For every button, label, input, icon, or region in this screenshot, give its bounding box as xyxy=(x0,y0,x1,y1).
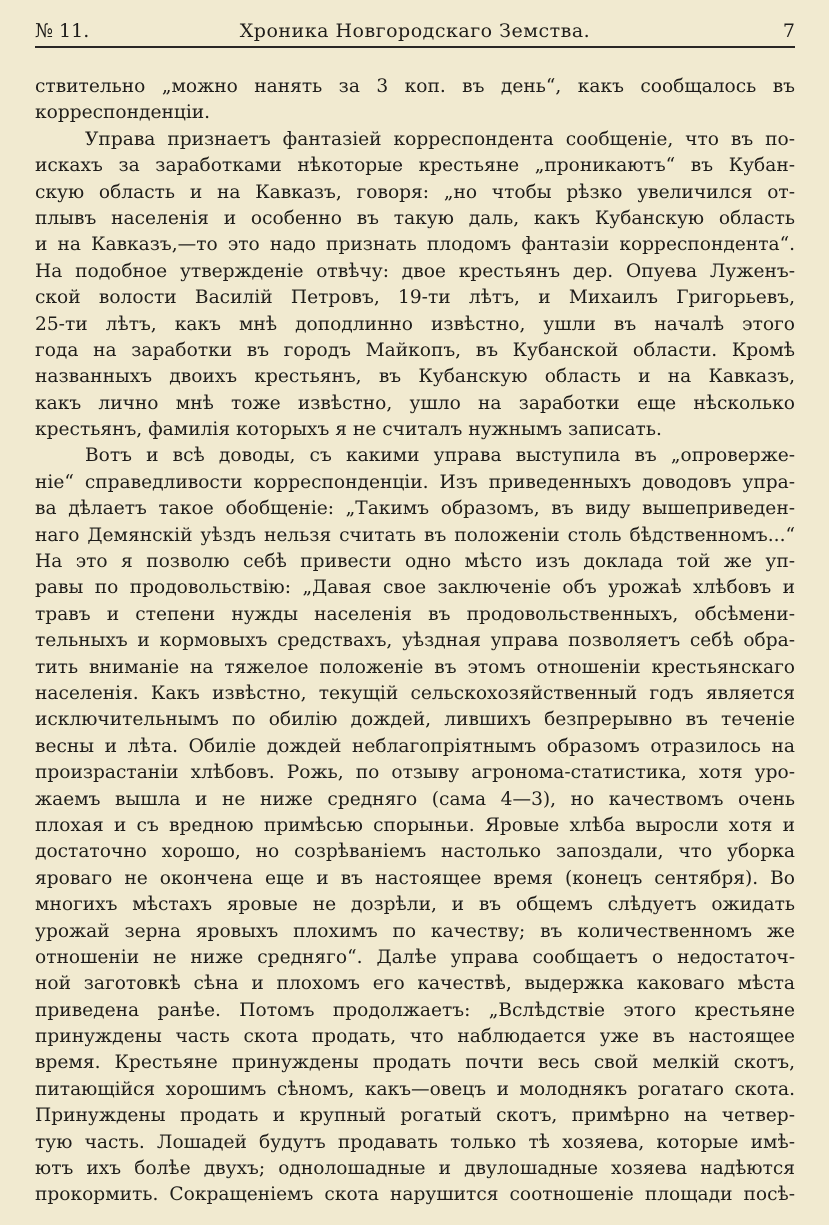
text-line: исключительнымъ по обилію дождей, лившихъ безпрерывно въ теченіе xyxy=(35,709,795,731)
text-line: скую область и на Кавказъ, говоря: „но чтобы рѣзко увеличился от- xyxy=(35,181,795,203)
text-line: ской волости Василій Петровъ, 19-ти лѣтъ, и Михаилъ Григорьевъ, xyxy=(35,287,795,309)
text-line: ніе“ справедливости корреспонденціи. Изъ приведенныхъ доводовъ упра- xyxy=(35,471,795,493)
text-line: крестьянъ, фамилія которыхъ я не считалъ нужнымъ записать. xyxy=(35,419,662,441)
text-line: 25-ти лѣтъ, какъ мнѣ доподлинно извѣстно, ушли въ началѣ этого xyxy=(35,313,795,335)
text-line: года на заработки въ городъ Майкопъ, въ Кубанской области. Кромѣ xyxy=(35,339,795,361)
text-line: время. Крестьяне принуждены продать почти весь свой мелкій скотъ, xyxy=(35,1052,795,1074)
text-line: ной заготовкѣ сѣна и плохомъ его качествѣ, выдержка каковаго мѣста xyxy=(35,973,795,995)
text-line: ва дѣлаетъ такое обобщеніе: „Такимъ образомъ, въ виду вышеприведен- xyxy=(35,498,795,520)
text-line: наго Демянскій уѣздъ нельзя считать въ положеніи столь бѣдственномъ...“ xyxy=(35,524,795,546)
text-line: и на Кавказъ,—то это надо признать плодомъ фантазіи корреспондента“. xyxy=(35,234,795,256)
text-line: названныхъ двоихъ крестьянъ, въ Кубанскую область и на Кавказъ, xyxy=(35,366,795,388)
text-line: Управа признаетъ фантазіей корреспондента сообщеніе, что въ по- xyxy=(85,128,795,150)
text-line: тить вниманіе на тяжелое положеніе въ этомъ отношеніи крестьянскаго xyxy=(35,656,795,678)
text-line: плывъ населенія и особенно въ такую даль, какъ Кубанскую область xyxy=(35,207,795,229)
text-line: равы по продовольствію: „Давая свое заключеніе объ урожаѣ хлѣбовъ и xyxy=(35,577,795,599)
article-body xyxy=(35,74,795,1209)
text-line: жаемъ вышла и не ниже средняго (сама 4—3), но качествомъ очень xyxy=(35,788,795,810)
text-line: ютъ ихъ болѣе двухъ; однолошадные и двулошадные хозяева надѣются xyxy=(35,1158,795,1180)
text-line: На подобное утвержденіе отвѣчу: двое крестьянъ дер. Опуева Луженъ- xyxy=(35,260,795,282)
text-line: питающійся хорошимъ сѣномъ, какъ—овецъ и молоднякъ рогатаго скота. xyxy=(35,1078,795,1100)
text-line: тую часть. Лошадей будутъ продавать только тѣ хозяева, которые имѣ- xyxy=(35,1131,795,1153)
text-line: травъ и степени нужды населенія въ продовольственныхъ, обсѣмени- xyxy=(35,603,795,625)
text-line: Принуждены продать и крупный рогатый скотъ, примѣрно на четвер- xyxy=(35,1105,795,1127)
issue-number: № 11. xyxy=(35,20,90,42)
text-line: плохая и съ вредною примѣсью спорыньи. Яровые хлѣба выросли хотя и xyxy=(35,814,795,836)
text-line: Вотъ и всѣ доводы, съ какими управа выступила въ „опроверже- xyxy=(85,445,795,467)
text-line: тельныхъ и кормовыхъ средствахъ, уѣздная управа позволяетъ себѣ обра- xyxy=(35,630,795,652)
text-line: достаточно хорошо, но созрѣваніемъ настолько запоздали, что уборка xyxy=(35,841,795,863)
text-line: прокормить. Сокращеніемъ скота нарушится соотношеніе площади посѣ- xyxy=(35,1184,795,1206)
text-line: населенія. Какъ извѣстно, текущій сельскохозяйственный годъ является xyxy=(35,682,795,704)
text-line: ствительно „можно нанять за 3 коп. въ день“, какъ сообщалось въ xyxy=(35,76,795,97)
text-line: отношеніи не ниже средняго“. Далѣе управа сообщаетъ о недостаточ- xyxy=(35,946,795,968)
text-line: урожай зерна яровыхъ плохимъ по качеству; въ количественномъ же xyxy=(35,920,795,942)
running-header xyxy=(35,18,795,48)
text-line: какъ лично мнѣ тоже извѣстно, ушло на заработки еще нѣсколько xyxy=(35,392,795,414)
text-line: На это я позволю себѣ привести одно мѣсто изъ доклада той же уп- xyxy=(35,551,795,573)
text-line: принуждены часть скота продать, что наблюдается уже въ настоящее xyxy=(35,1026,795,1048)
text-line: многихъ мѣстахъ яровые не дозрѣли, и въ общемъ слѣдуетъ ожидать xyxy=(35,894,795,916)
page-number: 7 xyxy=(782,20,795,42)
text-line: корреспонденціи. xyxy=(35,102,211,124)
text-line: яроваго не окончена еще и въ настоящее время (конецъ сентября). Во xyxy=(35,867,795,889)
journal-title: Хроника Новгородскаго Земства. xyxy=(239,20,591,42)
text-line: искахъ за заработками нѣкоторые крестьяне „проникаютъ“ въ Кубан- xyxy=(35,155,795,177)
text-line: весны и лѣта. Обиліе дождей неблагопріятнымъ образомъ отразилось на xyxy=(35,735,795,757)
text-line: приведена ранѣе. Потомъ продолжаетъ: „Вслѣдствіе этого крестьяне xyxy=(35,999,795,1021)
text-line: произрастаніи хлѣбовъ. Рожь, по отзыву агронома-статистика, хотя уро- xyxy=(35,762,795,784)
